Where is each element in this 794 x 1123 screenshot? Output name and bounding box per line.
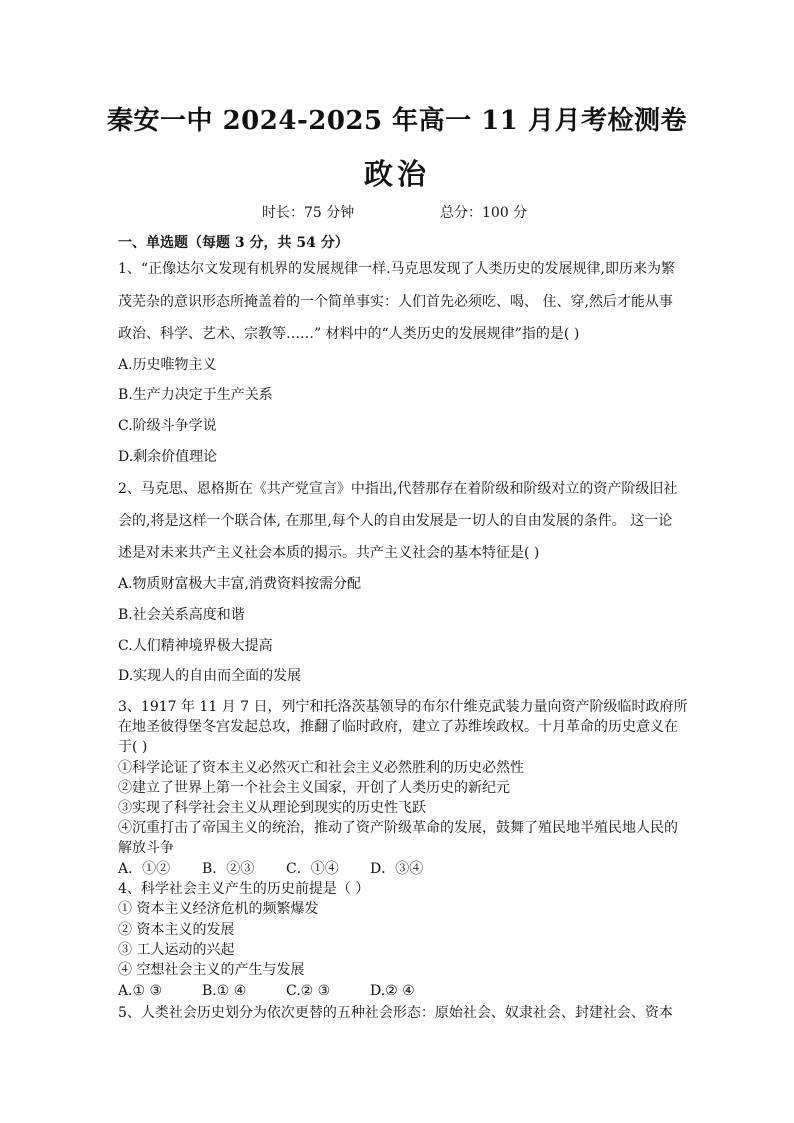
q3-statement: ④沉重打击了帝国主义的统治，推动了资产阶级革命的发展，鼓舞了殖民地半殖民地人民的	[118, 820, 678, 836]
q1-option-a: A.历史唯物主义	[118, 357, 217, 373]
q1-option-c: C.阶级斗争学说	[118, 418, 217, 434]
q3-stem-line: 于( )	[118, 739, 148, 755]
q3-choice-b: B．②③	[202, 861, 255, 877]
q4-statement: ① 资本主义经济危机的频繁爆发	[118, 901, 319, 917]
q3-stem-line: 在地圣彼得堡冬宫发起总攻，推翻了临时政府，建立了苏维埃政权。十月革命的历史意义在	[118, 719, 678, 735]
q5-stem-line: 5、人类社会历史划分为依次更替的五种社会形态：原始社会、奴隶社会、封建社会、资本	[118, 1005, 673, 1021]
q4-choice-d: D.② ④	[370, 983, 415, 999]
q3-statement: ②建立了世界上第一个社会主义国家，开创了人类历史的新纪元	[118, 780, 510, 796]
q1-stem-line: 政治、科学、艺术、宗教等……” 材料中的“人类历史的发展规律”指的是( )	[118, 326, 580, 342]
q3-statement: ③实现了科学社会主义从理论到现实的历史性飞跃	[118, 800, 426, 816]
q3-statement: 解放斗争	[118, 840, 174, 856]
q3-choice-d: D．③④	[370, 861, 424, 877]
q4-statement: ② 资本主义的发展	[118, 922, 235, 938]
q4-choice-b: B.① ④	[202, 983, 247, 999]
q4-stem-line: 4、科学社会主义产生的历史前提是（ ）	[118, 881, 370, 897]
q4-statement: ③ 工人运动的兴起	[118, 942, 235, 958]
q1-stem-line: 1、“正像达尔文发现有机界的发展规律一样.马克思发现了人类历史的发展规律,即历来为繁	[118, 261, 675, 277]
q4-choice-c: C.② ③	[286, 983, 331, 999]
q4-choice-a: A.① ③	[118, 983, 163, 999]
exam-title: 秦安一中 2024-2025 年高一 11 月月考检测卷	[107, 106, 687, 136]
q3-choice-c: C．①④	[286, 861, 339, 877]
exam-subject: 政治	[363, 157, 430, 191]
q3-stem-line: 3、1917 年 11 月 7 日，列宁和托洛茨基领导的布尔什维克武装力量向资产阶级临时政府所	[118, 699, 688, 715]
q2-stem-line: 会的,将是这样一个联合体, 在那里,每个人的自由发展是一切人的自由发展的条件。 这一论	[118, 513, 673, 529]
section-heading: 一、单选题（每题 3 分，共 54 分）	[118, 235, 349, 251]
q2-option-c: C.人们精神境界极大提高	[118, 638, 273, 654]
q3-statement: ①科学论证了资本主义必然灭亡和社会主义必然胜利的历史必然性	[118, 760, 524, 776]
q1-option-d: D.剩余价值理论	[118, 449, 218, 465]
q2-option-a: A.物质财富极大丰富,消费资料按需分配	[118, 576, 362, 592]
q2-option-d: D.实现人的自由而全面的发展	[118, 668, 302, 684]
q2-stem-line: 2、马克思、恩格斯在《共产党宣言》中指出,代替那存在着阶级和阶级对立的资产阶级旧社	[118, 481, 678, 497]
q1-stem-line: 茂芜杂的意识形态所掩盖着的一个简单事实：人们首先必须吃、喝、 住、穿,然后才能从事	[118, 294, 673, 310]
q1-option-b: B.生产力决定于生产关系	[118, 387, 273, 403]
q2-option-b: B.社会关系高度和谐	[118, 607, 245, 623]
exam-duration: 时长：75 分钟	[262, 205, 355, 221]
q2-stem-line: 述是对未来共产主义社会本质的揭示。共产主义社会的基本特征是( )	[118, 545, 540, 561]
q4-statement: ④ 空想社会主义的产生与发展	[118, 962, 305, 978]
q3-choice-a: A．①②	[118, 861, 171, 877]
exam-total-score: 总分：100 分	[440, 205, 528, 221]
